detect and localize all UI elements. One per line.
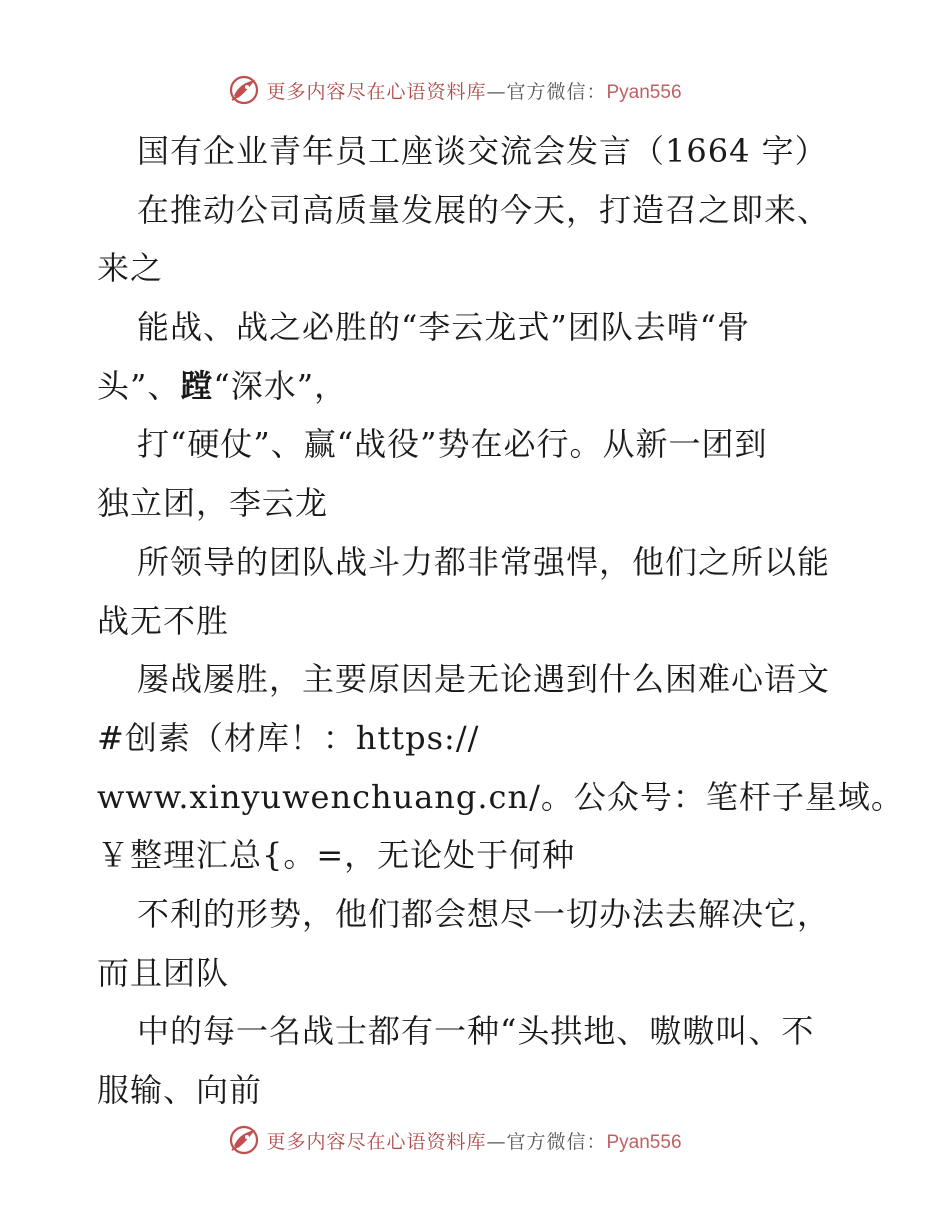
footer-banner [0,1120,950,1160]
line-segment: “深水”， [213,366,348,405]
paragraph-line: 在推动公司高质量发展的今天，打造召之即来、 [137,190,831,229]
banner-text: 更多内容尽在心语资料库—官方微信：Pyan556 [266,1130,682,1153]
paragraph-line: 打“硬仗”、赢“战役”势在必行。从新一团到 [137,425,768,464]
paragraph-line: 而且团队 [97,953,230,992]
paragraph-line: 不利的形势，他们都会想尽一切办法去解决它， [137,894,831,933]
paragraph-line [97,357,857,416]
document-body [97,122,904,1120]
paragraph-line: ￥整理汇总{。=，无论处于何种 [97,836,576,875]
pen-nib-logo-icon [228,1124,260,1156]
paragraph-line: 中的每一名战士都有一种“头拱地、嗷嗷叫、不 [137,1012,815,1051]
paragraph-line: #创素（材库！：https:// [97,718,480,757]
line-segment: 头”、 [97,366,181,405]
paragraph-line: 屡战屡胜，主要原因是无论遇到什么困难心语文 [137,660,831,699]
header-banner [0,70,950,110]
paragraph-line: 所领导的团队战斗力都非常强悍，他们之所以能 [137,542,831,581]
pen-nib-logo-icon [228,74,260,106]
paragraph-line: 服输、向前 [97,1071,263,1109]
paragraph-line: 能战、战之必胜的“李云龙式”团队去啃“骨 [137,308,751,347]
paragraph-line: 战无不胜 [97,601,230,640]
banner-text: 更多内容尽在心语资料库—官方微信：Pyan556 [266,80,682,103]
paragraph-line: 独立团，李云龙 [97,484,329,523]
paragraph-line: 来之 [97,249,164,288]
document-title: 国有企业青年员工座谈交流会发言（1664 字） [137,132,828,170]
paragraph-line: www.xinyuwenchuang.cn/。公众号：笔杆子星域。 [97,777,904,816]
line-segment: 蹚 [180,366,214,405]
